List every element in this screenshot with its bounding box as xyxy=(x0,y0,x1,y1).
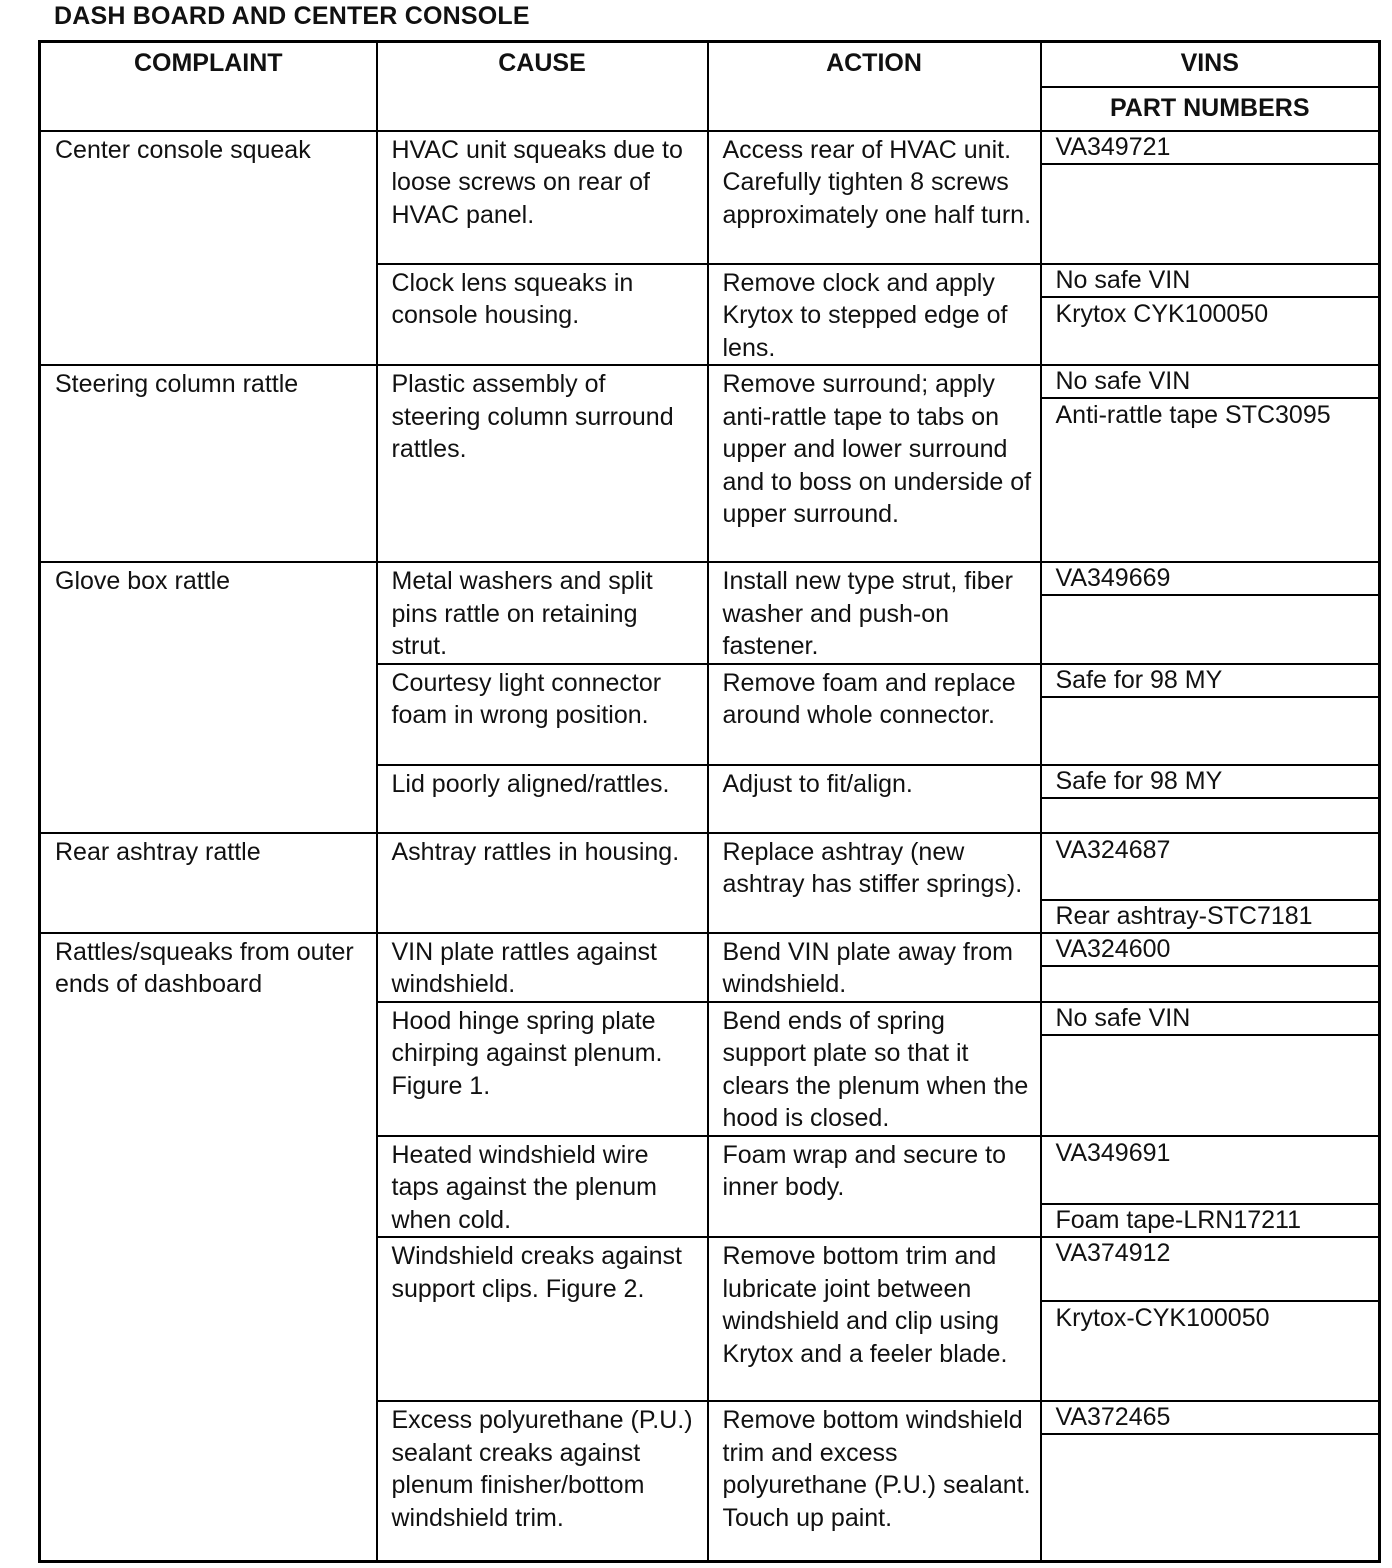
action-cell: Foam wrap and secure to inner body. xyxy=(708,1136,1041,1238)
header-cause: CAUSE xyxy=(377,42,708,131)
part-number-value: Rear ashtray-STC7181 xyxy=(1042,899,1379,932)
vin-cell xyxy=(1041,365,1380,562)
cause-cell: Metal washers and split pins rattle on retaining strut. xyxy=(377,562,708,664)
vin-value: VA349721 xyxy=(1042,132,1379,165)
vin-cell xyxy=(1041,1401,1380,1561)
header-row xyxy=(40,42,1380,87)
part-number-value: Anti-rattle tape STC3095 xyxy=(1055,401,1331,429)
table-row xyxy=(40,933,1380,1002)
vin-cell xyxy=(1041,765,1380,833)
vin-value: Safe for 98 MY xyxy=(1042,766,1379,799)
header-complaint: COMPLAINT xyxy=(40,42,377,131)
troubleshooting-table xyxy=(38,40,1381,1563)
vin-value: No safe VIN xyxy=(1042,1003,1379,1036)
vin-value: Safe for 98 MY xyxy=(1042,665,1379,698)
action-cell: Remove foam and replace around whole connector. xyxy=(708,664,1041,765)
vin-cell xyxy=(1041,1136,1380,1238)
vin-value: No safe VIN xyxy=(1042,366,1379,399)
vin-cell xyxy=(1041,562,1380,664)
cause-cell: VIN plate rattles against windshield. xyxy=(377,933,708,1002)
action-cell: Remove surround; apply anti-rattle tape to tabs on upper and lower surround and to boss on underside of upper surround. xyxy=(708,365,1041,562)
part-number-value: Foam tape-LRN17211 xyxy=(1042,1203,1379,1236)
cause-cell: HVAC unit squeaks due to loose screws on rear of HVAC panel. xyxy=(377,131,708,264)
action-cell: Remove bottom trim and lubricate joint between windshield and clip using Krytox and a feeler blade. xyxy=(708,1237,1041,1401)
action-cell: Bend ends of spring support plate so that it clears the plenum when the hood is closed. xyxy=(708,1002,1041,1136)
header-action: ACTION xyxy=(708,42,1041,131)
cause-cell: Windshield creaks against support clips. Figure 2. xyxy=(377,1237,708,1401)
vin-value: VA372465 xyxy=(1042,1402,1379,1435)
complaint-cell: Glove box rattle xyxy=(40,562,377,833)
vin-value: VA374912 xyxy=(1042,1238,1379,1302)
action-cell: Remove clock and apply Krytox to stepped edge of lens. xyxy=(708,264,1041,366)
cause-cell: Courtesy light connector foam in wrong position. xyxy=(377,664,708,765)
vin-value: VA324687 xyxy=(1055,835,1171,864)
cause-cell: Excess polyurethane (P.U.) sealant creaks against plenum finisher/bottom windshield trim. xyxy=(377,1401,708,1561)
complaint-cell: Steering column rattle xyxy=(40,365,377,562)
vin-value: VA349691 xyxy=(1055,1138,1171,1167)
vin-cell xyxy=(1041,264,1380,366)
vin-cell xyxy=(1041,1002,1380,1136)
cause-cell: Plastic assembly of steering column surround rattles. xyxy=(377,365,708,562)
complaint-cell: Center console squeak xyxy=(40,131,377,366)
action-cell: Bend VIN plate away from windshield. xyxy=(708,933,1041,1002)
cause-cell: Ashtray rattles in housing. xyxy=(377,833,708,933)
document-title: DASH BOARD AND CENTER CONSOLE xyxy=(54,2,530,30)
vin-value: VA349669 xyxy=(1042,563,1379,596)
complaint-cell: Rattles/squeaks from outer ends of dashboard xyxy=(40,933,377,1562)
table-row xyxy=(40,365,1380,562)
table-row xyxy=(40,131,1380,264)
part-number-value: Krytox CYK100050 xyxy=(1055,299,1269,328)
vin-value: VA324600 xyxy=(1042,934,1379,967)
header-vins: VINS xyxy=(1041,42,1380,87)
cause-cell: Clock lens squeaks in console housing. xyxy=(377,264,708,366)
cause-cell: Hood hinge spring plate chirping against plenum. Figure 1. xyxy=(377,1002,708,1136)
complaint-cell: Rear ashtray rattle xyxy=(40,833,377,933)
action-cell: Replace ashtray (new ashtray has stiffer springs). xyxy=(708,833,1041,933)
action-cell: Adjust to fit/align. xyxy=(708,765,1041,833)
header-part-numbers: PART NUMBERS xyxy=(1041,87,1380,131)
action-cell: Install new type strut, fiber washer and push-on fastener. xyxy=(708,562,1041,664)
vin-cell xyxy=(1041,833,1380,933)
action-cell: Remove bottom windshield trim and excess polyurethane (P.U.) sealant. Touch up paint. xyxy=(708,1401,1041,1561)
cause-cell: Lid poorly aligned/rattles. xyxy=(377,765,708,833)
table-row xyxy=(40,562,1380,664)
vin-cell xyxy=(1041,664,1380,765)
vin-cell xyxy=(1041,131,1380,264)
action-cell: Access rear of HVAC unit. Carefully tighten 8 screws approximately one half turn. xyxy=(708,131,1041,264)
vin-cell xyxy=(1041,1237,1380,1401)
table-row xyxy=(40,833,1380,933)
vin-value: No safe VIN xyxy=(1042,265,1379,298)
vin-cell xyxy=(1041,933,1380,1002)
part-number-value: Krytox-CYK100050 xyxy=(1055,1304,1270,1332)
cause-cell: Heated windshield wire taps against the plenum when cold. xyxy=(377,1136,708,1238)
